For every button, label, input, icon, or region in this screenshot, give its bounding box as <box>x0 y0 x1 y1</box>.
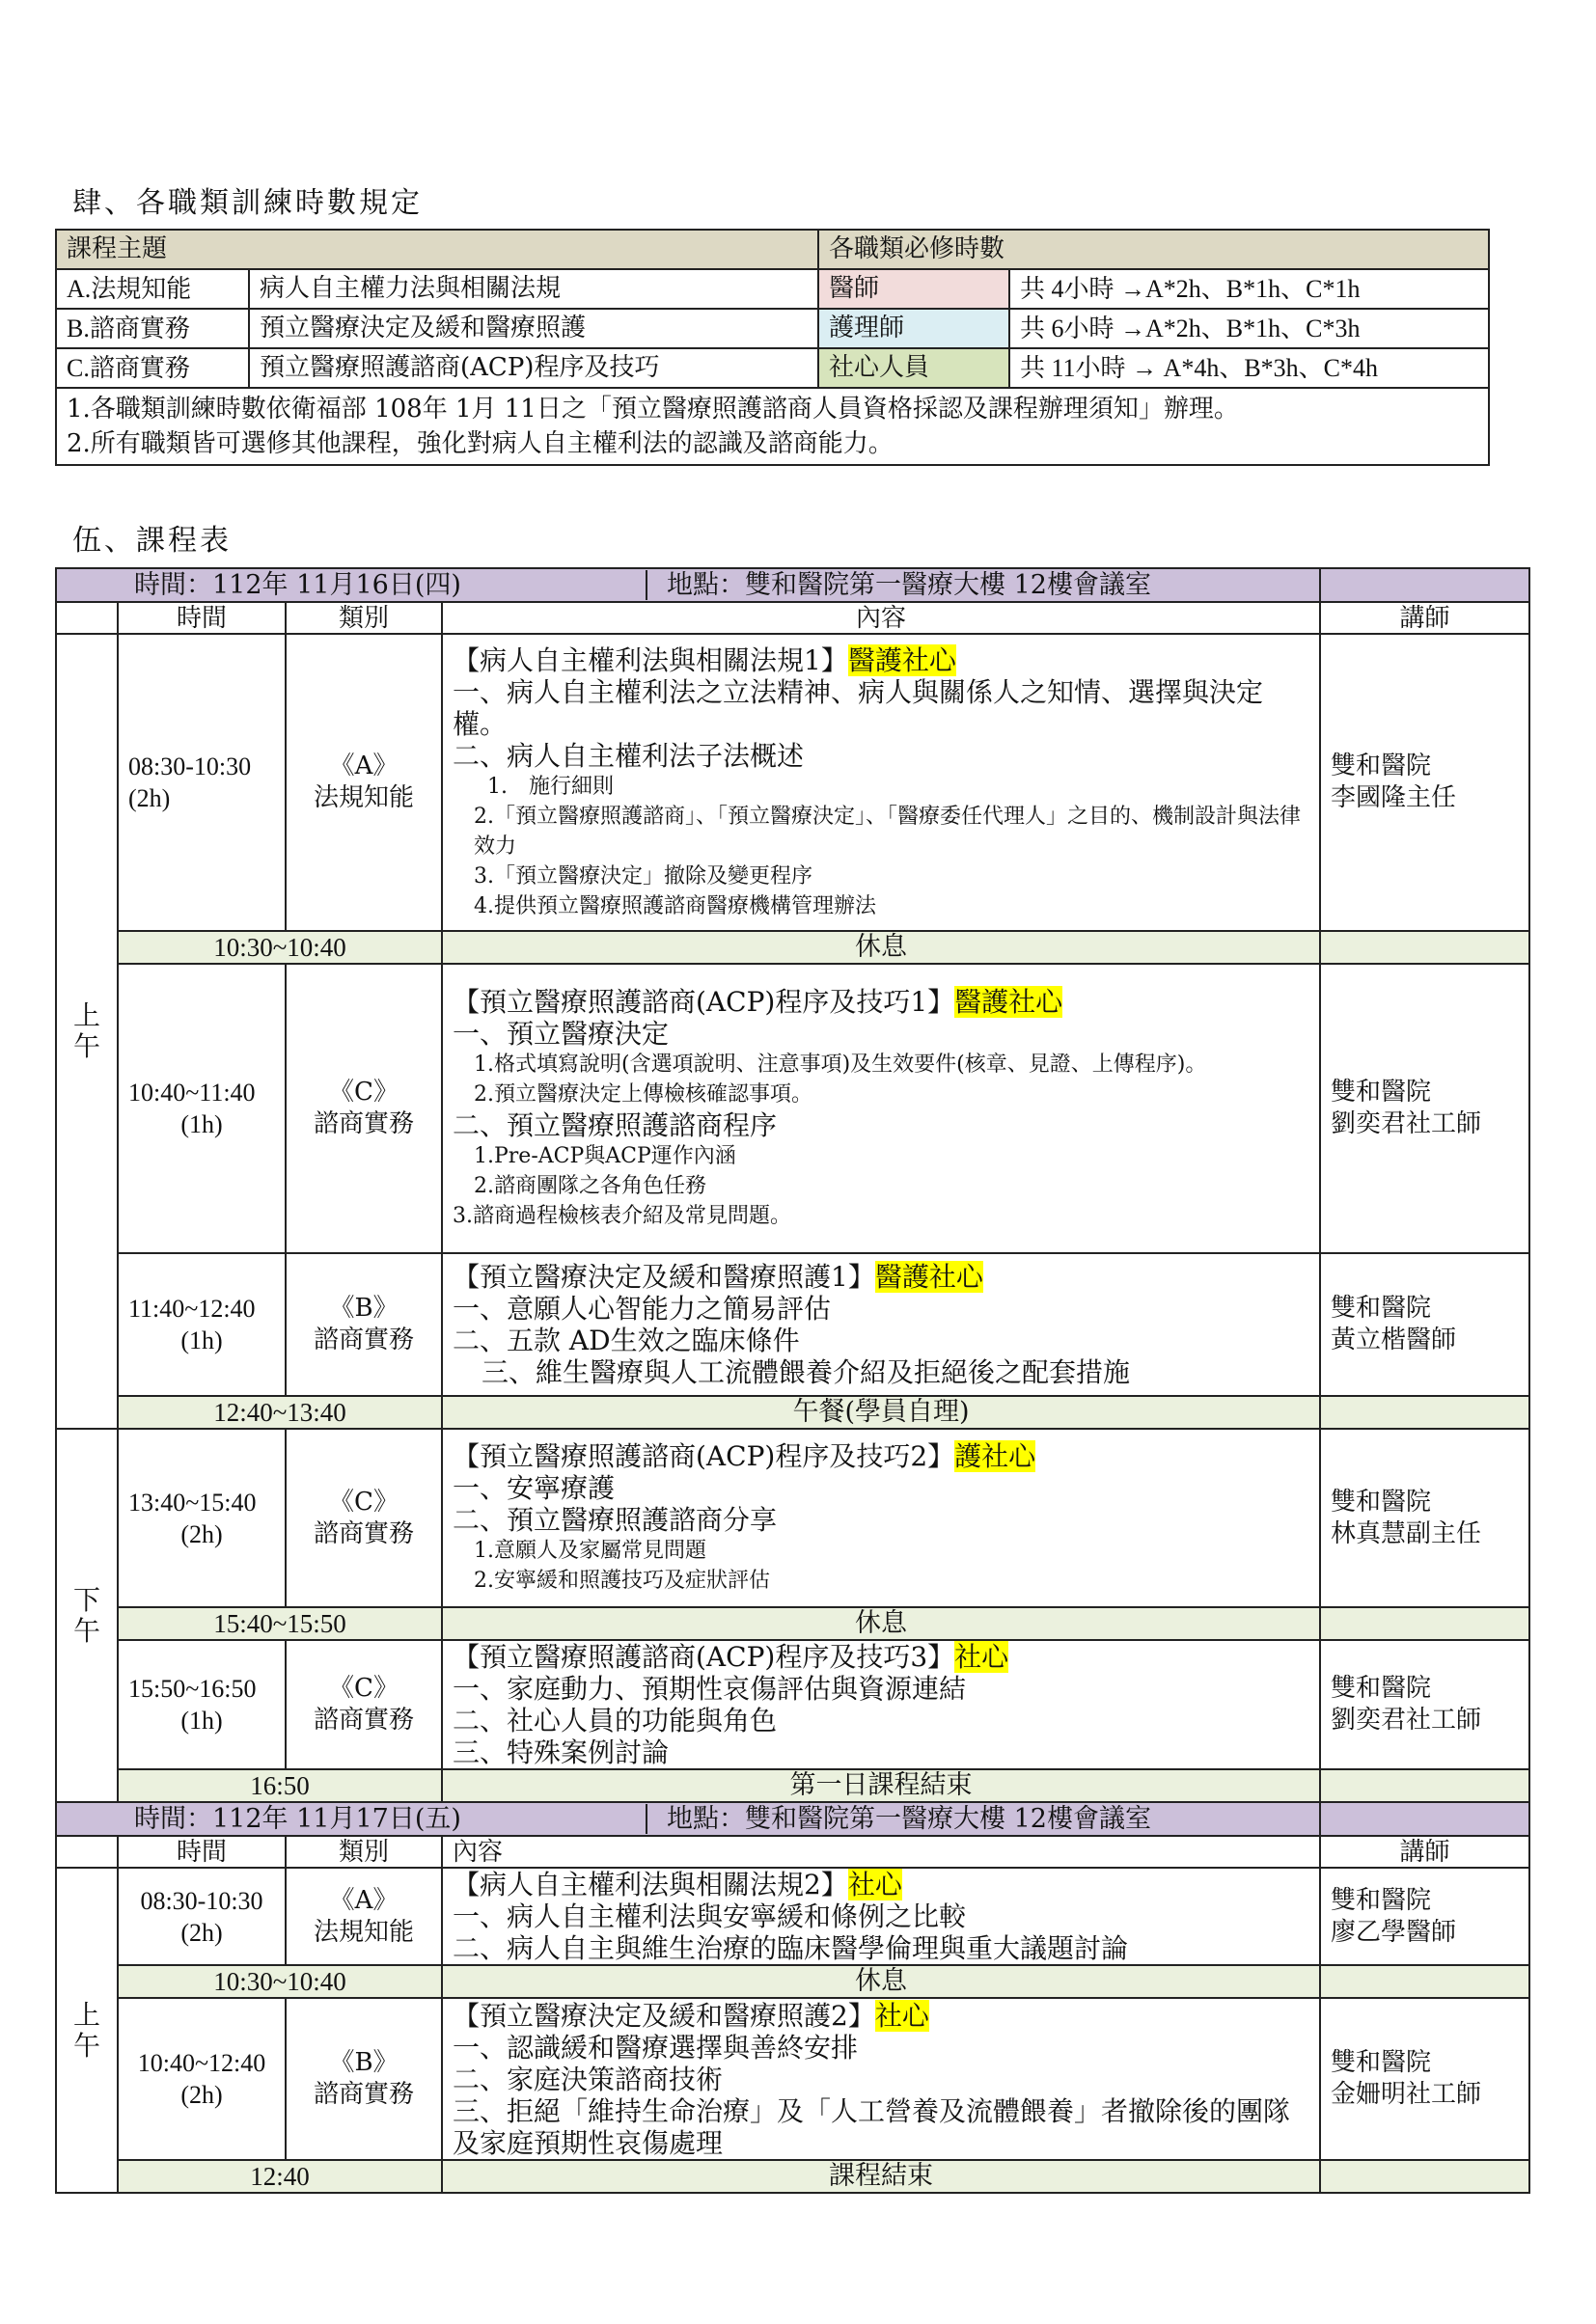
duration: (2h) <box>128 784 171 812</box>
break-time: 15:40~15:50 <box>118 1607 442 1640</box>
day2-time: 時間：112年 11月17日(五) <box>134 1804 647 1834</box>
row-hours: 共 6小時 →A*2h、B*1h、C*3h <box>1009 309 1489 348</box>
type-label: 諮商實務 <box>313 1109 414 1138</box>
session-content <box>442 964 1320 1253</box>
type-label: 法規知能 <box>313 783 414 812</box>
period-am-label: 上 午 <box>72 1998 100 2062</box>
period-pm <box>56 1429 118 1802</box>
col-time: 時間 <box>118 1836 286 1868</box>
teacher-name: 李國隆主任 <box>1331 783 1457 812</box>
column-header-row <box>56 602 1529 634</box>
teacher-name: 劉奕君社工師 <box>1331 1706 1482 1735</box>
break-time: 12:40~13:40 <box>118 1396 442 1429</box>
day1-end-row <box>56 1769 1529 1802</box>
break-label: 休息 <box>442 1607 1320 1640</box>
audience-tag: 社心 <box>874 1999 929 2032</box>
session-teacher <box>1320 634 1529 931</box>
session-type <box>286 1253 442 1396</box>
content-line: 二、社心人員的功能與角色 <box>453 1705 778 1736</box>
col-period <box>56 1836 118 1868</box>
row-code: A.法規知能 <box>56 269 249 309</box>
col-time: 時間 <box>118 602 286 634</box>
session-content <box>442 1429 1320 1607</box>
content-line: 1.格式填寫說明(含選項說明、注意事項)及生效要件(核章、見證、上傳程序)。 <box>474 1053 1207 1077</box>
session-teacher <box>1320 1429 1529 1607</box>
break-label: 休息 <box>442 1965 1320 1998</box>
audience-tag: 護社心 <box>954 1440 1036 1472</box>
content-line: 二、家庭決策諮商技術 <box>453 2063 724 2095</box>
content-line: 1.意願人及家屬常見問題 <box>474 1539 706 1563</box>
role-nurse: 護理師 <box>818 309 1009 348</box>
session-row <box>56 1429 1529 1607</box>
duration: (2h) <box>180 1519 223 1548</box>
training-hours-table <box>55 229 1490 466</box>
content-line: 三、特殊案例討論 <box>453 1736 670 1768</box>
session-title: 【預立醫療照護諮商(ACP)程序及技巧3】 <box>453 1641 955 1673</box>
content-line: 2.安寧緩和照護技巧及症狀評估 <box>474 1569 770 1593</box>
session-time <box>118 634 286 931</box>
end-label: 第一日課程結束 <box>442 1769 1320 1802</box>
content-line: 一、認識緩和醫療選擇與善終安排 <box>453 2031 859 2064</box>
content-line: 一、家庭動力、預期性哀傷評估與資源連結 <box>453 1673 967 1705</box>
type-label: 諮商實務 <box>313 1706 414 1735</box>
teacher-org: 雙和醫院 <box>1331 1674 1432 1703</box>
training-hours-header <box>56 230 1489 269</box>
role-doctor: 醫師 <box>818 269 1009 309</box>
session-teacher <box>1320 1640 1529 1769</box>
break-spacer <box>1320 1965 1529 1998</box>
session-type <box>286 1868 442 1965</box>
day1-header-row <box>56 568 1529 602</box>
content-line: 2.諮商團隊之各角色任務 <box>474 1174 706 1198</box>
column-header-row <box>56 1836 1529 1868</box>
teacher-name: 林真慧副主任 <box>1331 1518 1482 1548</box>
row-hours: 共 4小時 →A*2h、B*1h、C*1h <box>1009 269 1489 309</box>
col-teacher: 講師 <box>1320 1836 1529 1868</box>
row-topic: 病人自主權力法與相關法規 <box>249 269 818 309</box>
col-type: 類別 <box>286 602 442 634</box>
row-code: B.諮商實務 <box>56 309 249 348</box>
teacher-name: 金姍明社工師 <box>1331 2080 1482 2109</box>
header-required-hours: 各職類必修時數 <box>818 230 1489 269</box>
schedule-table <box>55 567 1530 2194</box>
note-2: 2.所有職類皆可選修其他課程，強化對病人自主權利法的認識及諮商能力。 <box>67 429 894 458</box>
end-time: 16:50 <box>118 1769 442 1802</box>
role-social-psych: 社心人員 <box>818 348 1009 388</box>
session-title: 【病人自主權利法與相關法規1】 <box>453 643 848 676</box>
table-row <box>56 348 1489 388</box>
session-title: 【預立醫療決定及緩和醫療照護2】 <box>453 1999 875 2032</box>
session-title: 【預立醫療照護諮商(ACP)程序及技巧1】 <box>453 986 955 1018</box>
time-range: 10:40~12:40 <box>137 2049 266 2077</box>
content-line: 2.「預立醫療照護諮商」、「預立醫療決定」、「醫療委任代理人」之目的、機制設計與法律效力 <box>474 804 1301 859</box>
break-row <box>56 1965 1529 1998</box>
audience-tag: 醫護社心 <box>847 643 956 676</box>
content-line: 一、病人自主權利法與安寧緩和條例之比較 <box>453 1900 967 1932</box>
teacher-name: 黃立楷醫師 <box>1331 1326 1457 1354</box>
time-range: 11:40~12:40 <box>128 1295 256 1323</box>
duration: (1h) <box>180 1326 223 1354</box>
table-row <box>56 309 1489 348</box>
session-row <box>56 964 1529 1253</box>
session-teacher <box>1320 1868 1529 1965</box>
col-content: 內容 <box>442 1836 1320 1868</box>
type-code: 《B》 <box>329 2048 399 2077</box>
break-time: 10:30~10:40 <box>118 1965 442 1998</box>
duration: (2h) <box>180 1918 223 1947</box>
content-line: 1. 施行細則 <box>487 774 614 799</box>
break-spacer <box>1320 1396 1529 1429</box>
duration: (1h) <box>180 1110 223 1138</box>
day1-place: 地點：雙和醫院第一醫療大樓 12樓會議室 <box>667 570 1151 600</box>
section5-heading: 伍、課程表 <box>72 524 232 558</box>
table-row <box>56 269 1489 309</box>
end-label: 課程結束 <box>442 2160 1320 2193</box>
session-type <box>286 964 442 1253</box>
day1-info <box>56 568 1320 602</box>
period-am <box>56 634 118 1429</box>
session-time <box>118 1429 286 1607</box>
session-type <box>286 1998 442 2160</box>
type-code: 《B》 <box>329 1294 399 1323</box>
session-teacher <box>1320 1253 1529 1396</box>
col-type: 類別 <box>286 1836 442 1868</box>
session-row <box>56 1253 1529 1396</box>
session-content <box>442 634 1320 931</box>
content-line: 3.「預立醫療決定」撤除及變更程序 <box>474 863 812 889</box>
audience-tag: 社心 <box>954 1641 1009 1673</box>
type-code: 《C》 <box>329 1674 399 1703</box>
note-1: 1.各職類訓練時數依衛福部 108年 1月 11日之「預立醫療照護諮商人員資格採認及課程辦理須知」辦理。 <box>67 395 1239 424</box>
session-row <box>56 634 1529 931</box>
teacher-name: 劉奕君社工師 <box>1331 1109 1482 1138</box>
session-title: 【預立醫療照護諮商(ACP)程序及技巧2】 <box>453 1440 955 1472</box>
time-range: 10:40~11:40 <box>128 1079 256 1107</box>
type-code: 《C》 <box>329 1078 399 1107</box>
teacher-name: 廖乙學醫師 <box>1331 1917 1457 1947</box>
break-row <box>56 1607 1529 1640</box>
header-course-topic: 課程主題 <box>56 230 818 269</box>
break-row <box>56 931 1529 964</box>
session-content <box>442 1998 1320 2160</box>
teacher-org: 雙和醫院 <box>1331 2048 1432 2077</box>
break-spacer <box>1320 1607 1529 1640</box>
content-line: 二、五款 AD生效之臨床條件 <box>453 1325 800 1356</box>
audience-tag: 醫護社心 <box>954 986 1063 1018</box>
period-am-label: 上 午 <box>72 999 100 1062</box>
type-label: 諮商實務 <box>313 1518 414 1548</box>
break-label: 午餐(學員自理) <box>442 1396 1320 1429</box>
content-line: 一、預立醫療決定 <box>453 1018 670 1050</box>
session-teacher <box>1320 1998 1529 2160</box>
time-range: 08:30-10:30 <box>128 752 252 780</box>
teacher-org: 雙和醫院 <box>1331 752 1432 780</box>
section4-heading: 肆、各職類訓練時數規定 <box>72 186 423 220</box>
break-spacer <box>1320 931 1529 964</box>
row-topic: 預立醫療照護諮商(ACP)程序及技巧 <box>249 348 818 388</box>
end-spacer <box>1320 2160 1529 2193</box>
content-line: 4.提供預立醫療照護諮商醫療機構管理辦法 <box>474 893 876 918</box>
type-label: 法規知能 <box>313 1917 414 1947</box>
type-label: 諮商實務 <box>313 2080 414 2109</box>
content-line: 一、意願人心智能力之簡易評估 <box>453 1293 832 1325</box>
session-row <box>56 1868 1529 1965</box>
col-content: 內容 <box>442 602 1320 634</box>
lunch-row <box>56 1396 1529 1429</box>
session-time <box>118 1253 286 1396</box>
day2-info <box>56 1802 1320 1836</box>
session-content <box>442 1253 1320 1396</box>
duration: (2h) <box>180 2081 223 2109</box>
content-line: 二、預立醫療照護諮商分享 <box>453 1504 778 1536</box>
session-row <box>56 1998 1529 2160</box>
content-line: 三、拒絕「維持生命治療」及「人工營養及流體餵養」者撤除後的團隊及家庭預期性哀傷處理 <box>453 2094 1291 2159</box>
type-code: 《C》 <box>329 1487 399 1517</box>
content-line: 3.諮商過程檢核表介紹及常見問題。 <box>453 1204 791 1228</box>
day1-time: 時間：112年 11月16日(四) <box>134 570 647 600</box>
teacher-org: 雙和醫院 <box>1331 1294 1432 1323</box>
session-row <box>56 1640 1529 1769</box>
row-code: C.諮商實務 <box>56 348 249 388</box>
session-time <box>118 1998 286 2160</box>
session-time <box>118 964 286 1253</box>
day1-header-spacer <box>1320 568 1529 602</box>
content-line: 二、預立醫療照護諮商程序 <box>453 1109 778 1141</box>
content-line: 1.Pre-ACP與ACP運作內涵 <box>474 1144 736 1168</box>
teacher-org: 雙和醫院 <box>1331 1487 1432 1517</box>
col-teacher: 講師 <box>1320 602 1529 634</box>
notes-row <box>56 388 1489 465</box>
break-label: 休息 <box>442 931 1320 964</box>
period-pm-label: 下 午 <box>72 1583 100 1647</box>
day2-header-row <box>56 1802 1529 1836</box>
audience-tag: 醫護社心 <box>874 1261 983 1293</box>
session-type <box>286 634 442 931</box>
duration: (1h) <box>180 1707 223 1735</box>
session-type <box>286 1640 442 1769</box>
time-range: 15:50~16:50 <box>128 1675 257 1703</box>
content-line: 三、維生醫療與人工流體餵養介紹及拒絕後之配套措施 <box>482 1356 1131 1388</box>
session-time <box>118 1640 286 1769</box>
content-line: 一、安寧療護 <box>453 1472 616 1504</box>
session-content <box>442 1640 1320 1769</box>
teacher-org: 雙和醫院 <box>1331 1078 1432 1107</box>
session-type <box>286 1429 442 1607</box>
content-line: 二、病人自主權利法子法概述 <box>453 739 805 772</box>
time-range: 13:40~15:40 <box>128 1488 257 1517</box>
type-code: 《A》 <box>329 752 399 780</box>
session-title: 【病人自主權利法與相關法規2】 <box>453 1869 848 1900</box>
break-time: 10:30~10:40 <box>118 931 442 964</box>
row-hours: 共 11小時 → A*4h、B*3h、C*4h <box>1009 348 1489 388</box>
period-am-day2 <box>56 1868 118 2193</box>
session-time <box>118 1868 286 1965</box>
content-line: 2.預立醫療決定上傳檢核確認事項。 <box>474 1082 812 1107</box>
content-line: 一、病人自主權利法之立法精神、病人與關係人之知情、選擇與決定權。 <box>453 675 1264 740</box>
content-line: 二、病人自主與維生治療的臨床醫學倫理與重大議題討論 <box>453 1932 1129 1964</box>
day2-end-row <box>56 2160 1529 2193</box>
audience-tag: 社心 <box>847 1869 902 1900</box>
session-title: 【預立醫療決定及緩和醫療照護1】 <box>453 1261 875 1293</box>
type-code: 《A》 <box>329 1885 399 1915</box>
row-topic: 預立醫療決定及緩和醫療照護 <box>249 309 818 348</box>
teacher-org: 雙和醫院 <box>1331 1885 1432 1915</box>
col-period <box>56 602 118 634</box>
notes-cell <box>56 388 1489 465</box>
time-range: 08:30-10:30 <box>140 1886 263 1915</box>
end-time: 12:40 <box>118 2160 442 2193</box>
day2-header-spacer <box>1320 1802 1529 1836</box>
end-spacer <box>1320 1769 1529 1802</box>
session-content <box>442 1868 1320 1965</box>
type-label: 諮商實務 <box>313 1326 414 1354</box>
day2-place: 地點：雙和醫院第一醫療大樓 12樓會議室 <box>667 1804 1151 1834</box>
session-teacher <box>1320 964 1529 1253</box>
